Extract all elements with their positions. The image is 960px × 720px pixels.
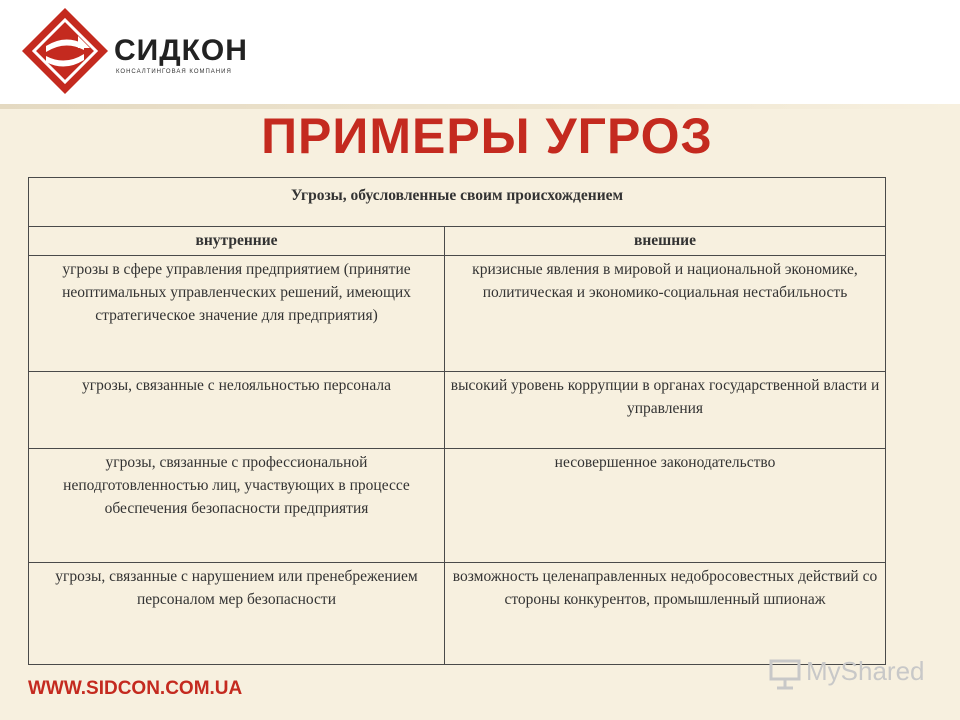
table-main-header: Угрозы, обусловленные своим происхождением bbox=[29, 178, 886, 227]
external-threat-cell: несовершенное законодательство bbox=[445, 449, 886, 563]
internal-threat-cell: угрозы, связанные с профессиональной неподготовленностью лиц, участвующих в процессе обеспечения безопасности предприятия bbox=[29, 449, 445, 563]
internal-threat-cell: угрозы, связанные с нарушением или пренебрежением персоналом мер безопасности bbox=[29, 563, 445, 665]
company-logo bbox=[20, 6, 320, 102]
myshared-watermark bbox=[768, 656, 928, 692]
logo-diamond-icon bbox=[20, 6, 110, 96]
external-threat-cell: кризисные явления в мировой и национальной экономике, политическая и экономико-социальная нестабильность bbox=[445, 255, 886, 371]
external-threat-cell: возможность целенаправленных недобросовестных действий со стороны конкурентов, промышленный шпионаж bbox=[445, 563, 886, 665]
logo-subtitle: КОНСАЛТИНГОВАЯ КОМПАНИЯ bbox=[116, 69, 232, 75]
column-header-external: внешние bbox=[445, 227, 886, 255]
page-title: ПРИМЕРЫ УГРОЗ bbox=[261, 108, 713, 164]
header bbox=[0, 0, 960, 104]
external-threat-cell: высокий уровень коррупции в органах государственной власти и управления bbox=[445, 371, 886, 449]
table-row bbox=[29, 563, 886, 665]
column-header-internal: внутренние bbox=[29, 227, 445, 255]
threats-table bbox=[28, 177, 886, 665]
internal-threat-cell: угрозы, связанные с нелояльностью персонала bbox=[29, 371, 445, 449]
internal-threat-cell: угрозы в сфере управления предприятием (принятие неоптимальных управленческих решений, имеющих стратегическое значение для предприятия) bbox=[29, 255, 445, 371]
footer-website-link[interactable]: WWW.SIDCON.COM.UA bbox=[28, 678, 243, 699]
watermark-text: MyShared bbox=[806, 656, 925, 686]
table-row bbox=[29, 449, 886, 563]
presentation-board-icon bbox=[768, 658, 802, 690]
table-row bbox=[29, 371, 886, 449]
logo-name: СИДКОН bbox=[114, 34, 248, 67]
table-row bbox=[29, 255, 886, 371]
